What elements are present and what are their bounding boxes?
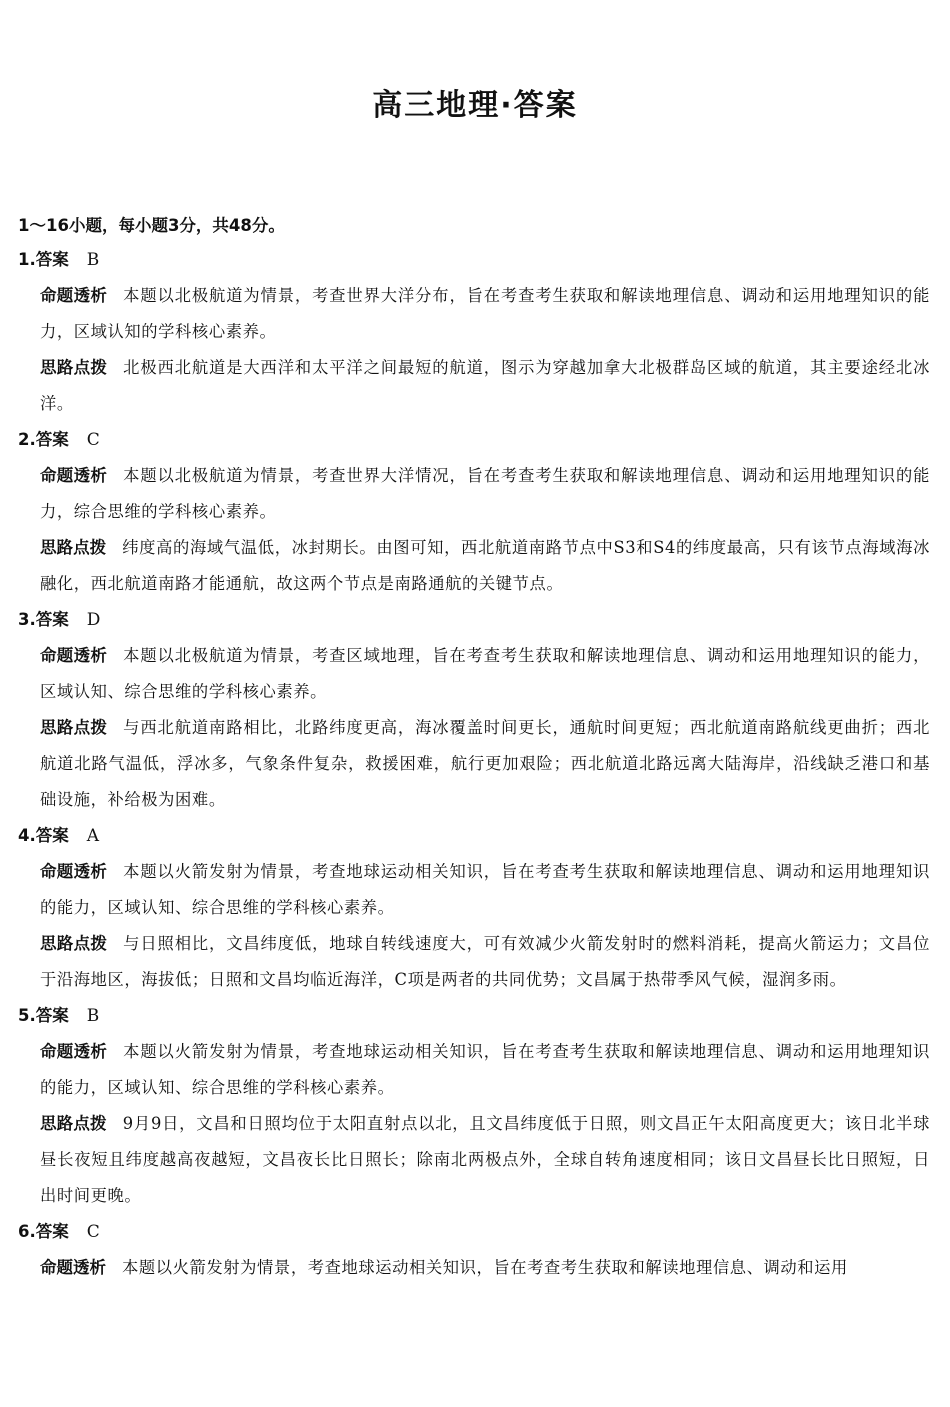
analysis-label: 命题透析 — [40, 1258, 106, 1277]
idea-label: 思路点拨 — [40, 1114, 107, 1133]
answer-value: B — [86, 250, 100, 270]
idea-paragraph — [40, 530, 930, 602]
answer-line — [18, 998, 930, 1034]
analysis-text: 本题以火箭发射为情景，考查地球运动相关知识，旨在考查考生获取和解读地理信息、调动和运用地理知识的能力，区域认知、综合思维的学科核心素养。 — [40, 862, 930, 917]
analysis-text: 本题以北极航道为情景，考查世界大洋分布，旨在考查考生获取和解读地理信息、调动和运用地理知识的能力，区域认知的学科核心素养。 — [40, 286, 930, 341]
analysis-paragraph — [40, 638, 930, 710]
answer-value: C — [86, 430, 100, 450]
answer-value: A — [86, 826, 100, 846]
idea-paragraph — [40, 710, 930, 818]
idea-label: 思路点拨 — [40, 538, 107, 557]
analysis-text: 本题以北极航道为情景，考查区域地理，旨在考查考生获取和解读地理信息、调动和运用地理知识的能力，区域认知、综合思维的学科核心素养。 — [40, 646, 930, 701]
question-number: 6. — [18, 1222, 36, 1241]
question-number: 4. — [18, 826, 36, 845]
answer-line — [18, 242, 930, 278]
answer-value: B — [86, 1006, 100, 1026]
answer-line — [18, 602, 930, 638]
idea-label: 思路点拨 — [40, 718, 108, 737]
analysis-label: 命题透析 — [40, 1042, 108, 1061]
answer-value: C — [86, 1222, 100, 1242]
answer-label: 答案 — [35, 826, 69, 845]
idea-text: 与日照相比，文昌纬度低，地球自转线速度大，可有效减少火箭发射时的燃料消耗，提高火箭运力；文昌位于沿海地区，海拔低；日照和文昌均临近海洋，C项是两者的共同优势；文昌属于热带季风气候，湿润多雨。 — [40, 934, 930, 989]
idea-paragraph — [40, 1106, 930, 1214]
answer-value: D — [86, 610, 101, 630]
analysis-text: 本题以北极航道为情景，考查世界大洋情况，旨在考查考生获取和解读地理信息、调动和运用地理知识的能力，综合思维的学科核心素养。 — [40, 466, 930, 521]
section-intro: 1～16小题，每小题3分，共48分。 — [18, 216, 285, 235]
question-6 — [18, 1214, 930, 1286]
answer-label: 答案 — [35, 250, 69, 269]
answer-line — [18, 422, 930, 458]
question-number: 3. — [18, 610, 36, 629]
analysis-label: 命题透析 — [40, 646, 108, 665]
question-1 — [18, 242, 930, 422]
analysis-label: 命题透析 — [40, 286, 108, 305]
question-3 — [18, 602, 930, 818]
question-5 — [18, 998, 930, 1214]
question-number: 5. — [18, 1006, 36, 1025]
analysis-paragraph — [40, 1034, 930, 1106]
question-2 — [18, 422, 930, 602]
idea-paragraph — [40, 926, 930, 998]
idea-paragraph — [40, 350, 930, 422]
analysis-label: 命题透析 — [40, 466, 108, 485]
idea-text: 北极西北航道是大西洋和太平洋之间最短的航道，图示为穿越加拿大北极群岛区域的航道，其主要途经北冰洋。 — [40, 358, 930, 413]
analysis-paragraph — [40, 854, 930, 926]
answer-content — [18, 210, 930, 1286]
answer-label: 答案 — [35, 430, 69, 449]
question-4 — [18, 818, 930, 998]
answer-label: 答案 — [35, 1222, 69, 1241]
analysis-paragraph — [40, 1250, 930, 1286]
question-number: 2. — [18, 430, 36, 449]
answer-line — [18, 1214, 930, 1250]
answer-line — [18, 818, 930, 854]
analysis-text: 本题以火箭发射为情景，考查地球运动相关知识，旨在考查考生获取和解读地理信息、调动和运用地理知识的能力，区域认知、综合思维的学科核心素养。 — [40, 1042, 930, 1097]
analysis-text: 本题以火箭发射为情景，考查地球运动相关知识，旨在考查考生获取和解读地理信息、调动和运用 — [122, 1258, 848, 1277]
answer-label: 答案 — [35, 1006, 69, 1025]
idea-text: 9月9日，文昌和日照均位于太阳直射点以北，且文昌纬度低于日照，则文昌正午太阳高度更大；该日北半球昼长夜短且纬度越高夜越短，文昌夜长比日照长；除南北两极点外，全球自转角速度相同；该日文昌昼长比日照短，日出时间更晚。 — [40, 1114, 930, 1205]
idea-label: 思路点拨 — [40, 934, 108, 953]
analysis-paragraph — [40, 278, 930, 350]
analysis-paragraph — [40, 458, 930, 530]
analysis-label: 命题透析 — [40, 862, 108, 881]
idea-text: 纬度高的海域气温低，冰封期长。由图可知，西北航道南路节点中S3和S4的纬度最高，只有该节点海域海冰融化，西北航道南路才能通航，故这两个节点是南路通航的关键节点。 — [40, 538, 930, 593]
idea-text: 与西北航道南路相比，北路纬度更高，海冰覆盖时间更长，通航时间更短；西北航道南路航线更曲折；西北航道北路气温低，浮冰多，气象条件复杂，救援困难，航行更加艰险；西北航道北路远离大陆海岸，沿线缺乏港口和基础设施，补给极为困难。 — [40, 718, 930, 809]
page-title: 高三地理·答案 — [372, 88, 578, 123]
idea-label: 思路点拨 — [40, 358, 108, 377]
answer-label: 答案 — [35, 610, 69, 629]
question-number: 1. — [18, 250, 36, 269]
